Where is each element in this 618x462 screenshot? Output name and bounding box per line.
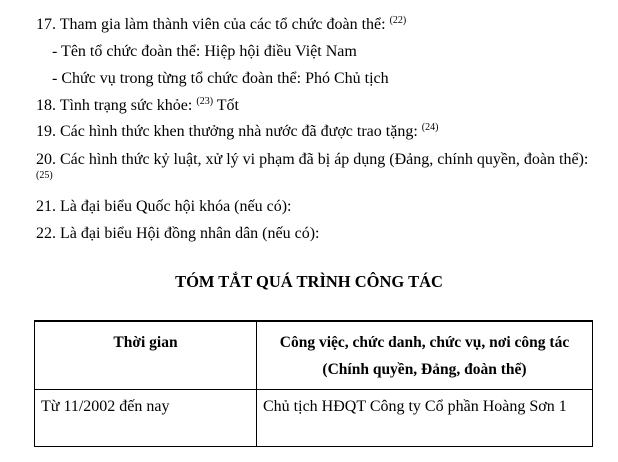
- item-17: [36, 15, 406, 35]
- work-history-table: [34, 320, 593, 447]
- footnote-ref: (24): [421, 122, 439, 133]
- header-time: Thời gian: [35, 321, 257, 389]
- cell-time: Từ 11/2002 đến nay: [35, 389, 257, 446]
- table-header-row: [35, 321, 593, 389]
- table-row: [35, 389, 593, 446]
- section-title: TÓM TẮT QUÁ TRÌNH CÔNG TÁC: [175, 272, 443, 291]
- item-text: 17. Tham gia làm thành viên của các tổ chức đoàn thể:: [36, 16, 390, 33]
- header-position: [257, 321, 593, 389]
- footnote-ref: (22): [389, 15, 407, 26]
- cell-position: Chủ tịch HĐQT Công ty Cổ phần Hoàng Sơn 1: [257, 389, 593, 446]
- footnote-ref-25: (25): [36, 170, 53, 181]
- item-text: 18. Tình trạng sức khỏe:: [36, 97, 197, 114]
- item-18: [36, 96, 239, 116]
- header-position-line2: (Chính quyền, Đảng, đoàn thể): [322, 361, 527, 378]
- item-text: 19. Các hình thức khen thưởng nhà nước đã được trao tặng:: [36, 123, 422, 140]
- item-19: [36, 122, 438, 142]
- item-20: 20. Các hình thức kỷ luật, xử lý vi phạm đã bị áp dụng (Đảng, chính quyền, đoàn thể):: [36, 151, 589, 168]
- item-21: 21. Là đại biểu Quốc hội khóa (nếu có):: [36, 198, 292, 215]
- item-22: 22. Là đại biểu Hội đồng nhân dân (nếu có):: [36, 225, 320, 242]
- item-17-position: - Chức vụ trong từng tổ chức đoàn thể: Phó Chủ tịch: [52, 70, 389, 87]
- item-value: Tốt: [213, 97, 239, 114]
- item-17-org-name: - Tên tổ chức đoàn thể: Hiệp hội điều Việt Nam: [52, 43, 357, 60]
- footnote-ref: (23): [196, 96, 214, 107]
- header-position-line1: Công việc, chức danh, chức vụ, nơi công tác: [279, 334, 570, 351]
